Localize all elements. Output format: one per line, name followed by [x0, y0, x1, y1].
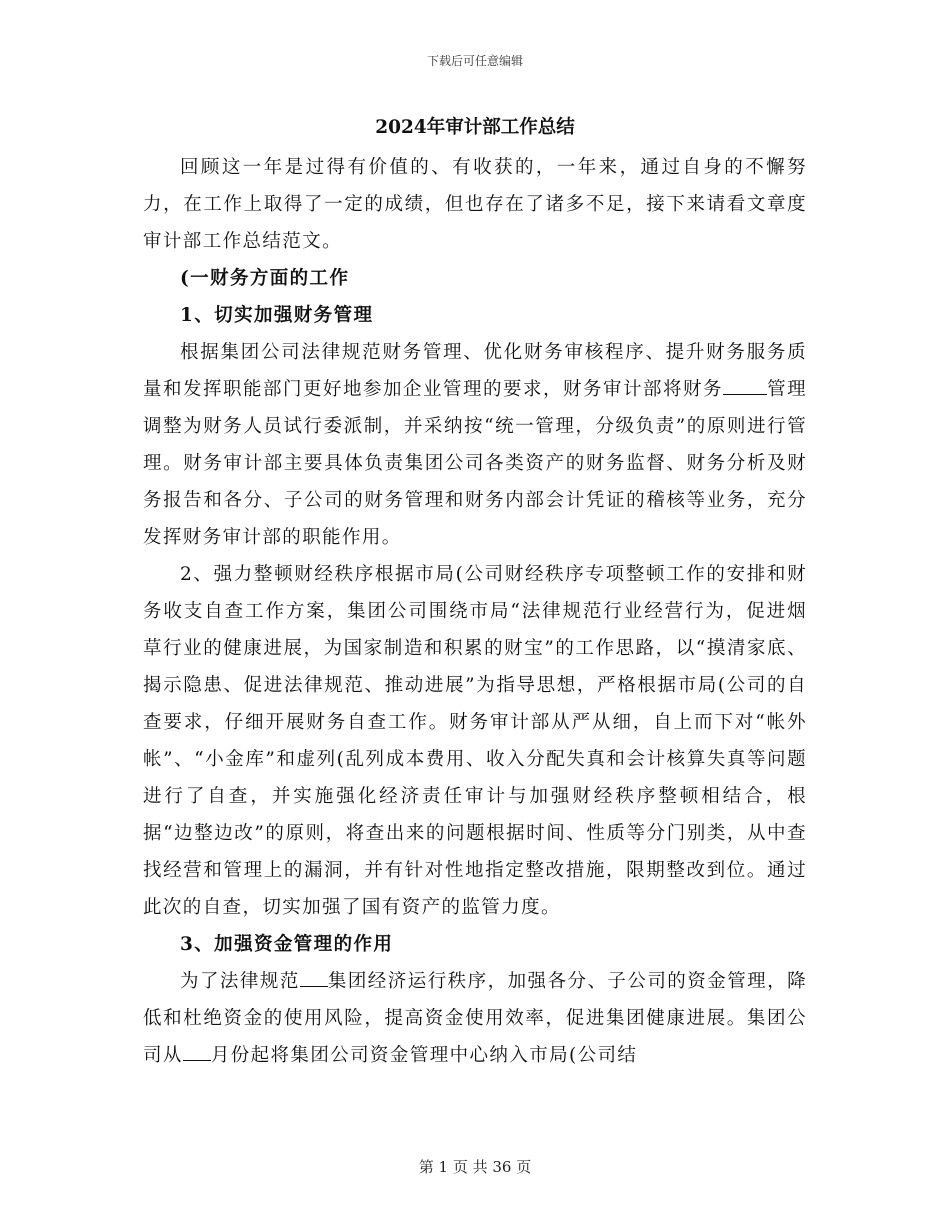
section-heading-finance: (一财务方面的工作: [180, 268, 350, 289]
intro-paragraph: 回顾这一年是过得有价值的、有收获的，一年来，通过自身的不懈努力，在工作上取得了一定的成绩，但也存在了诸多不足，接下来请看文章度审计部工作总结范文。: [143, 157, 807, 252]
fill-in-blank: [183, 1044, 211, 1061]
item3-paragraph: [143, 963, 807, 1074]
item3-text-part2: 集团经济运行秩序，加强各分、子公司的资金管理，降低和杜绝资金的使用风险，提高资金使用效率，促进集团健康进展。集团公司从: [143, 971, 808, 1066]
item1-paragraph: [143, 334, 807, 556]
page-header-note: 下载后可任意编辑: [426, 54, 523, 68]
item3-text-part1: 为了法律规范: [180, 971, 300, 992]
item3-text-part3: 月份起将集团公司资金管理中心纳入市局(公司结: [210, 1045, 638, 1066]
fill-in-blank: [300, 970, 328, 987]
item1-heading: 1、切实加强财务管理: [180, 305, 374, 326]
item3-heading: 3、加强资金管理的作用: [180, 934, 394, 955]
fill-in-blank: [723, 378, 767, 395]
document-title: 2024年审计部工作总结: [375, 117, 575, 138]
document-body: [143, 114, 807, 1074]
page-number-footer: 第 1 页 共 36 页: [418, 1158, 532, 1176]
item2-paragraph: 2、强力整顿财经秩序根据市局(公司财经秩序专项整顿工作的安排和财务收支自查工作方案，集团公司围绕市局“法律规范行业经营行为，促进烟草行业的健康进展，为国家制造和积累的财宝”的工作思路，以“摸清家底、揭示隐患、促进法律规范、推动进展”为指导思想，严格根据市局(公司的自查要求，仔细开展财务自查工作。财务审计部从严从细，自上而下对“帐外帐”、“小金库”和虚列(乱列成本费用、收入分配失真和会计核算失真等问题进行了自查，并实施强化经济责任审计与加强财经秩序整顿相结合，根据“边整边改”的原则，将查出来的问题根据时间、性质等分门别类，从中查找经营和管理上的漏洞，并有针对性地指定整改措施，限期整改到位。通过此次的自查，切实加强了国有资产的监管力度。: [143, 564, 807, 918]
item1-text-part1: 根据集团公司法律规范财务管理、优化财务审核程序、提升财务服务质量和发挥职能部门更好地参加企业管理的要求，财务审计部将财务: [143, 342, 807, 400]
item1-text-part2: 管理调整为财务人员试行委派制，并采纳按“统一管理，分级负责”的原则进行管理。财务审计部主要具体负责集团公司各类资产的财务监督、财务分析及财务报告和各分、子公司的财务管理和财务内部会计凭证的稽核等业务，充分发挥财务审计部的职能作用。: [143, 379, 807, 548]
